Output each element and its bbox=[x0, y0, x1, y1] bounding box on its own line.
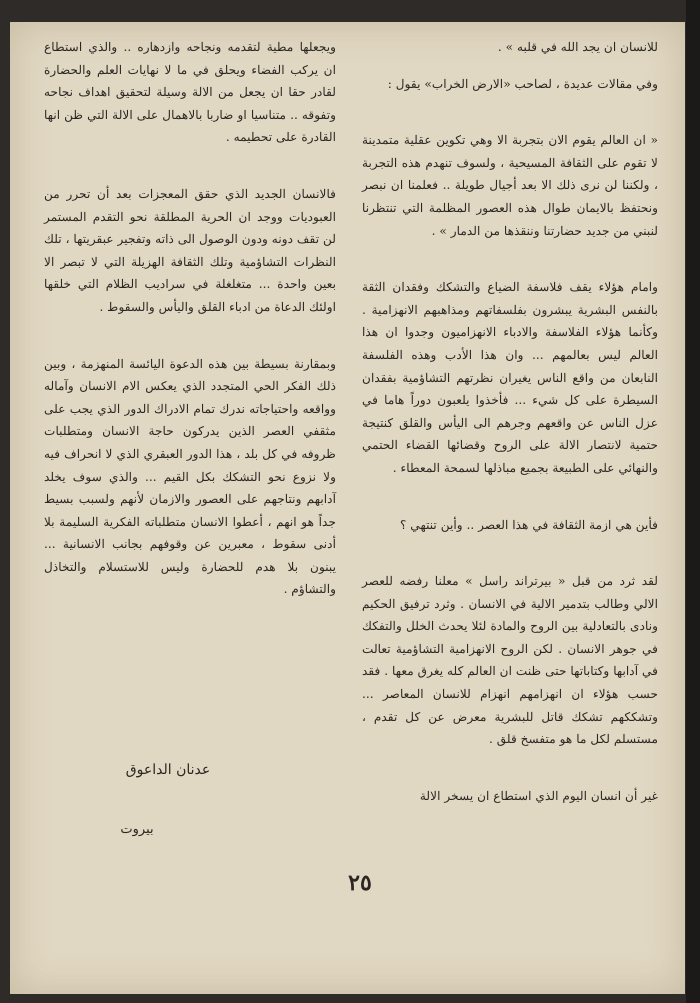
scan-edge bbox=[686, 0, 700, 1003]
question-paragraph: فأين هي ازمة الثقافة في هذا العصر .. وأين تنتهي ؟ bbox=[399, 517, 658, 532]
paragraph: وفي مقالات عديدة ، لصاحب «الارض الخراب» يقول : bbox=[387, 76, 658, 91]
paragraph: وبمقارنة بسيطة بين هذه الدعوة اليائسة المنهزمة ، وبين ذلك الفكر الحي المتجدد الذي يعكس الام الانسان وآماله وواقعه واحتياجاته ندرك تمام الادراك الدور الذي يجب على مثقفي العصر الذين يدركون حاجة الانسان ومتطلبات ظروفه في كل بلد ، هذا الدور العبقري الذي لا انحراف فيه ولا نزوع نحو التشكك بكل القيم ... والذي سوف يخلد آدابهم ونتاجهم على العصور والازمان لأنهم ولسبب بسيط جداً هو انهم ، أعطوا الانسان متطلباته الفكرية السليمة بلا أدنى سقوط ، معبرين عن وقوفهم بجانب الانسانية ... يبنون بلا هدم للحضارة وليس للاستسلام والتخاذل والتشاؤم . bbox=[44, 356, 336, 597]
right-text-column bbox=[362, 36, 658, 833]
author-city: بيروت bbox=[120, 822, 154, 837]
paragraph: وامام هؤلاء يقف فلاسفة الضياع والتشكك وفقدان الثقة بالنفس البشرية يبشرون بفلسفاتهم ومذاهبهم الانهزامية . وكأنما هؤلاء الفلاسفة والادباء الانهزاميون وجدوا ان هذا العالم ليس بعالمهم ... وان هذا الأدب وهذه الفلسفة النابعان من واقع الناس يغيران نظرتهم التشاؤمية بفقدان السيطرة على كل شيء ... فأخذوا يلعبون دوراً هاما في عزل الناس عن واقعهم وجرهم الى اليأس والقلق كنتيجة حتمية لانتصار الالة على الروح وقضائها القضاء الحتمي والنهائي على الطبيعة بجميع مباذلها لسمحة المعطاء . bbox=[362, 280, 658, 475]
paragraph: للانسان ان يجد الله في قلبه » . bbox=[497, 40, 658, 54]
paragraph: فالانسان الجديد الذي حقق المعجزات بعد أن تحرر من العبوديات ووجد ان الحرية المطلقة نحو التقدم المستمر لن تقف دونه ودون الوصول الى ذاته وتفجير عبقريتها ، تلك النظرات التشاؤمية وتلك الثقافة الهزيلة التي لا تبصر الا بعين واحدة ... متغلغلة في سراديب الظلام التي خلقها اولئك الدعاة من ادباء القلق واليأس والسقوط . bbox=[44, 186, 336, 314]
quote-paragraph: « ان العالم يقوم الان بتجربة الا وهي تكوين عقلية متمدينة لا تقوم على الثقافة المسيحية ، ولسوف تنهدم هذه التجربة ، ولكننا لن نرى ذلك الا بعد أجيال طويلة .. فعلمنا ان نبصر ونحتفظ بالايمان طوال هذه العصور المظلمة التي تنتظرنا لنبني من جديد حضارتنا وننقذها من الدمار » . bbox=[362, 133, 658, 238]
author-name: عدنان الداعوق bbox=[125, 762, 211, 778]
paragraph: ويجعلها مطية لتقدمه ونجاحه وازدهاره .. والذي استطاع ان يركب الفضاء ويحلق في ما لا نهايات العلم والحضارة لقادر حقا ان يجعل من الالة وسيلة لتحقيق اهداف نجاحه وتفوقه .. متناسيا او ضاربا بالاهمال على الالة التي ظن انها القادرة على تحطيمه . bbox=[44, 40, 336, 145]
paragraph: غير أن انسان اليوم الذي استطاع ان يسخر الالة bbox=[419, 788, 658, 803]
page-number: ٢٥ bbox=[348, 870, 372, 896]
paragraph: لقد ثرد من قبل « بيرتراند راسل » معلنا رفضه للعصر الالي وطالب بتدمير الالية في الانسان . وثرد ترفيق الحكيم ونادى بالتعادلية بين الروح والمادة لئلا يحدث الخلل والتفكك في جوهر الانسان . لكن الروح الانهزامية التشاؤمية تعالت في آدابها وكتاباتها حتى ظنت ان العالم كله يغرق معها . فقد حسب هؤلاء ان انهزامهم انهزام للانسان المعاصر ... وتشككهم تشكك قاتل للبشرية معرض عن كل تقدم ، مستسلم لكل ما هو متفسخ قلق . bbox=[362, 574, 658, 747]
left-text-column bbox=[44, 36, 336, 627]
